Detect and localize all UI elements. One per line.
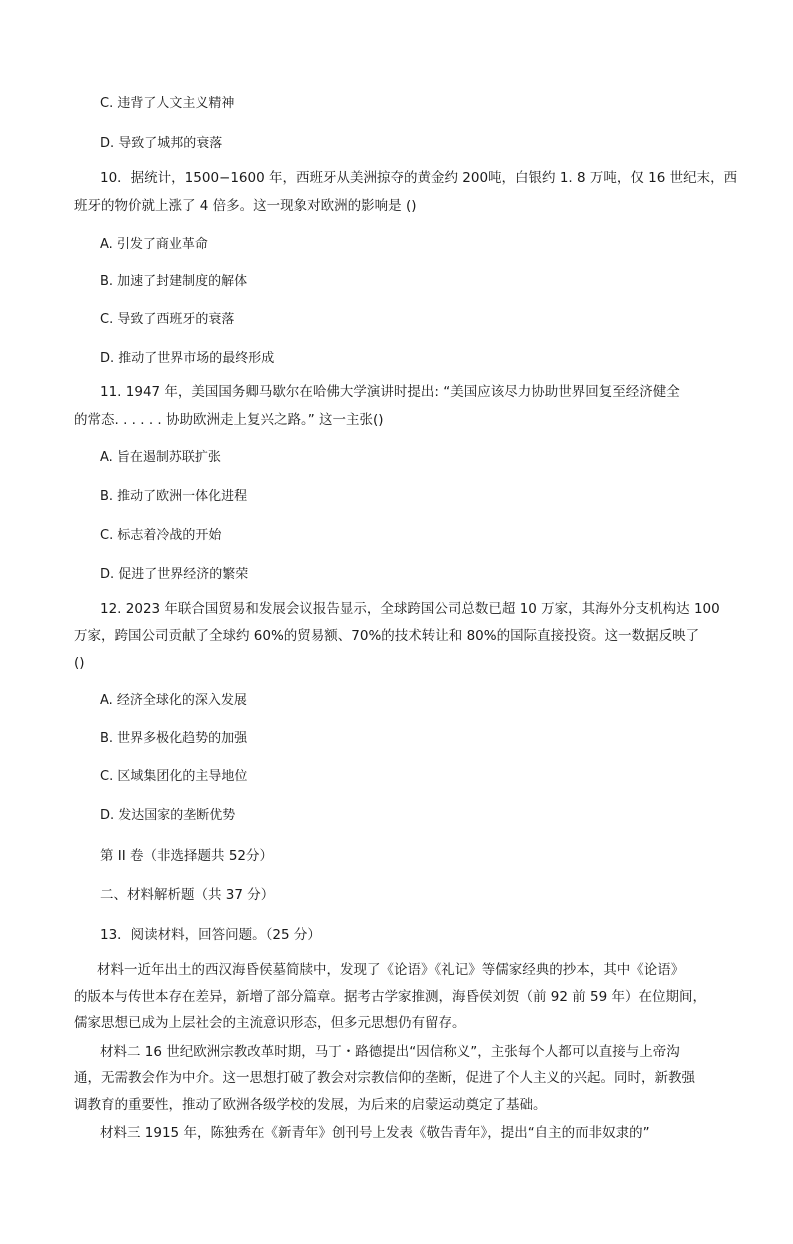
q12-stem-line1: 12. 2023 年联合国贸易和发展会议报告显示，全球跨国公司总数已超 10 万家，其海外分支机构达 100 bbox=[100, 601, 720, 617]
q10-stem-line2: 班牙的物价就上涨了 4 倍多。这一现象对欧洲的影响是 () bbox=[74, 198, 417, 214]
material2-line1: 材料二 16 世纪欧洲宗教改革时期，马丁・路德提出“因信称义”，主张每个人都可以直接与上帝沟 bbox=[100, 1044, 680, 1060]
q11-option-d: D. 促进了世界经济的繁荣 bbox=[100, 567, 249, 582]
q12-option-b: B. 世界多极化趋势的加强 bbox=[100, 731, 248, 746]
q13-prompt: 13．阅读材料，回答问题。（25 分） bbox=[100, 927, 321, 943]
q10-stem-line1: 10．据统计，1500−1600 年，西班牙从美洲掠夺的黄金约 200吨，白银约 1. 8 万吨，仅 16 世纪末，西 bbox=[100, 170, 738, 186]
q10-option-a: A. 引发了商业革命 bbox=[100, 237, 208, 252]
q11-stem-line1: 11. 1947 年，美国国务卿马歇尔在哈佛大学演讲时提出: “美国应该尽力协助世界回复至经济健全 bbox=[100, 384, 680, 400]
q11-option-a: A. 旨在遏制苏联扩张 bbox=[100, 450, 221, 465]
q11-stem-line2: 的常态. . . . . . 协助欧洲走上复兴之路。” 这一主张() bbox=[74, 412, 384, 428]
q12-option-d: D. 发达国家的垄断优势 bbox=[100, 808, 236, 823]
material2-line2: 通，无需教会作为中介。这一思想打破了教会对宗教信仰的垄断，促进了个人主义的兴起。同时，新教强 bbox=[74, 1070, 695, 1086]
material1-line2: 的版本与传世本存在差异，新增了部分篇章。据考古学家推测，海昏侯刘贺（前 92 前 59 年）在位期间， bbox=[74, 989, 707, 1005]
q9-option-d: D. 导致了城邦的衰落 bbox=[100, 136, 223, 151]
material2-line3: 调教育的重要性，推动了欧洲各级学校的发展，为后来的启蒙运动奠定了基础。 bbox=[74, 1097, 547, 1113]
q10-option-c: C. 导致了西班牙的衰落 bbox=[100, 312, 235, 327]
q11-option-c: C. 标志着冷战的开始 bbox=[100, 528, 222, 543]
q12-stem-line3: () bbox=[74, 655, 85, 671]
section-title: 二、材料解析题（共 37 分） bbox=[100, 887, 275, 903]
q9-option-c: C. 违背了人文主义精神 bbox=[100, 96, 235, 111]
q12-option-c: C. 区域集团化的主导地位 bbox=[100, 769, 248, 784]
q12-option-a: A. 经济全球化的深入发展 bbox=[100, 693, 247, 708]
part2-title: 第 II 卷（非选择题共 52分） bbox=[100, 848, 274, 864]
material1-line1: 材料一近年出土的西汉海昏侯墓简牍中，发现了《论语》《礼记》等儒家经典的抄本，其中《论语》 bbox=[97, 962, 685, 978]
q12-stem-line2: 万家，跨国公司贡献了全球约 60%的贸易额、70%的技术转让和 80%的国际直接投资。这一数据反映了 bbox=[74, 628, 700, 644]
q10-option-d: D. 推动了世界市场的最终形成 bbox=[100, 351, 275, 366]
q11-option-b: B. 推动了欧洲一体化进程 bbox=[100, 489, 248, 504]
material3-line1: 材料三 1915 年，陈独秀在《新青年》创刊号上发表《敬告青年》，提出“自主的而非奴隶的” bbox=[100, 1125, 650, 1141]
material1-line3: 儒家思想已成为上层社会的主流意识形态，但多元思想仍有留存。 bbox=[74, 1015, 466, 1031]
q10-option-b: B. 加速了封建制度的解体 bbox=[100, 274, 248, 289]
